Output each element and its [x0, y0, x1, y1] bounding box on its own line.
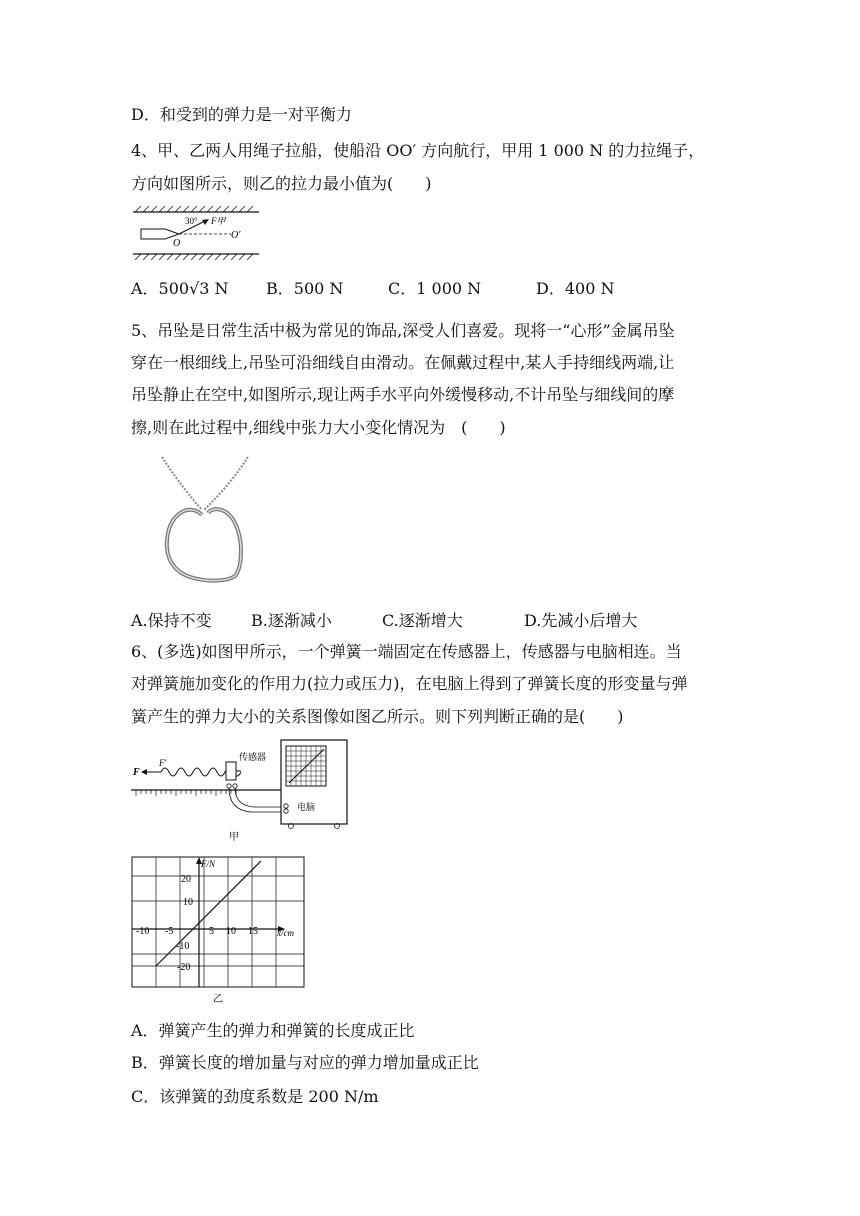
- q6-x-tick-neg10: -10: [136, 926, 150, 937]
- q6-y-tick-20: 20: [181, 874, 191, 885]
- q6-stem-line1: 6、(多选)如图甲所示，一个弹簧一端固定在传感器上，传感器与电脑相连。当: [131, 642, 682, 661]
- q5-option-b[interactable]: B.逐渐减小: [251, 611, 332, 630]
- q4-option-d[interactable]: D．400 N: [536, 279, 615, 298]
- q4-stem-line1: 4、甲、乙两人用绳子拉船，使船沿 OO′ 方向航行，甲用 1 000 N 的力拉绳子，: [131, 141, 705, 160]
- q4-option-c[interactable]: C．1 000 N: [388, 279, 482, 298]
- q6-y-tick-neg10: -10: [176, 941, 190, 952]
- q4-figure-boat: [131, 204, 261, 262]
- q6-option-a[interactable]: A．弹簧产生的弹力和弹簧的长度成正比: [131, 1021, 415, 1040]
- q4-point-o2: O′: [231, 230, 241, 241]
- q6-x-tick-5: 5: [209, 926, 214, 937]
- q4-angle-label: 30°: [185, 216, 198, 226]
- q6-option-b[interactable]: B．弹簧长度的增加量与对应的弹力增加量成正比: [131, 1053, 479, 1072]
- q6-x-tick-neg5: -5: [165, 926, 174, 937]
- q6-caption-b: 乙: [213, 994, 223, 1005]
- q6-x-tick-10: 10: [226, 926, 236, 937]
- q3-option-d: D．和受到的弹力是一对平衡力: [131, 105, 352, 124]
- q4-stem-line2: 方向如图所示，则乙的拉力最小值为( ): [131, 174, 432, 193]
- q6-force-f: F: [133, 767, 140, 778]
- q6-computer-label: 电脑: [297, 802, 316, 812]
- q4-force-label: F甲: [211, 216, 226, 226]
- q6-y-tick-10: 10: [183, 897, 193, 908]
- q6-stem-line2: 对弹簧施加变化的作用力(拉力或压力)，在电脑上得到了弹簧长度的形变量与弹: [131, 674, 688, 693]
- q6-sensor-label: 传感器: [239, 752, 267, 762]
- q6-figure-a-apparatus: [131, 738, 356, 848]
- q6-x-tick-15: 15: [248, 926, 258, 937]
- q6-y-tick-neg20: -20: [177, 962, 191, 973]
- q6-force-f2: F′: [159, 758, 167, 768]
- q6-figure-b-graph: [131, 856, 307, 1006]
- q5-stem-line2: 穿在一根细线上,吊坠可沿细线自由滑动。在佩戴过程中,某人手持细线两端,让: [131, 353, 675, 372]
- q5-stem-line1: 5、吊坠是日常生活中极为常见的饰品,深受人们喜爱。现将一“心形”金属吊坠: [131, 321, 675, 340]
- q5-option-a[interactable]: A.保持不变: [131, 611, 212, 630]
- q5-option-c[interactable]: C.逐渐增大: [382, 611, 463, 630]
- q5-stem-line3: 吊坠静止在空中,如图所示,现让两手水平向外缓慢移动,不计吊坠与细线间的摩: [131, 385, 675, 404]
- q6-y-axis-label: F/N: [201, 859, 216, 869]
- q5-figure-heart-pendant: [150, 455, 255, 590]
- q5-stem-line4: 擦,则在此过程中,细线中张力大小变化情况为 ( ): [131, 418, 506, 437]
- q5-option-d[interactable]: D.先减小后增大: [524, 611, 638, 630]
- q6-x-axis-label: x/cm: [277, 928, 294, 938]
- q4-option-b[interactable]: B．500 N: [266, 279, 344, 298]
- q6-caption-a: 甲: [229, 832, 239, 843]
- q6-option-c[interactable]: C．该弹簧的劲度系数是 200 N/m: [131, 1087, 379, 1106]
- q6-stem-line3: 簧产生的弹力大小的关系图像如图乙所示。则下列判断正确的是( ): [131, 707, 624, 726]
- q4-option-a[interactable]: A．500√3 N: [131, 279, 229, 298]
- q4-point-o: O: [173, 238, 181, 249]
